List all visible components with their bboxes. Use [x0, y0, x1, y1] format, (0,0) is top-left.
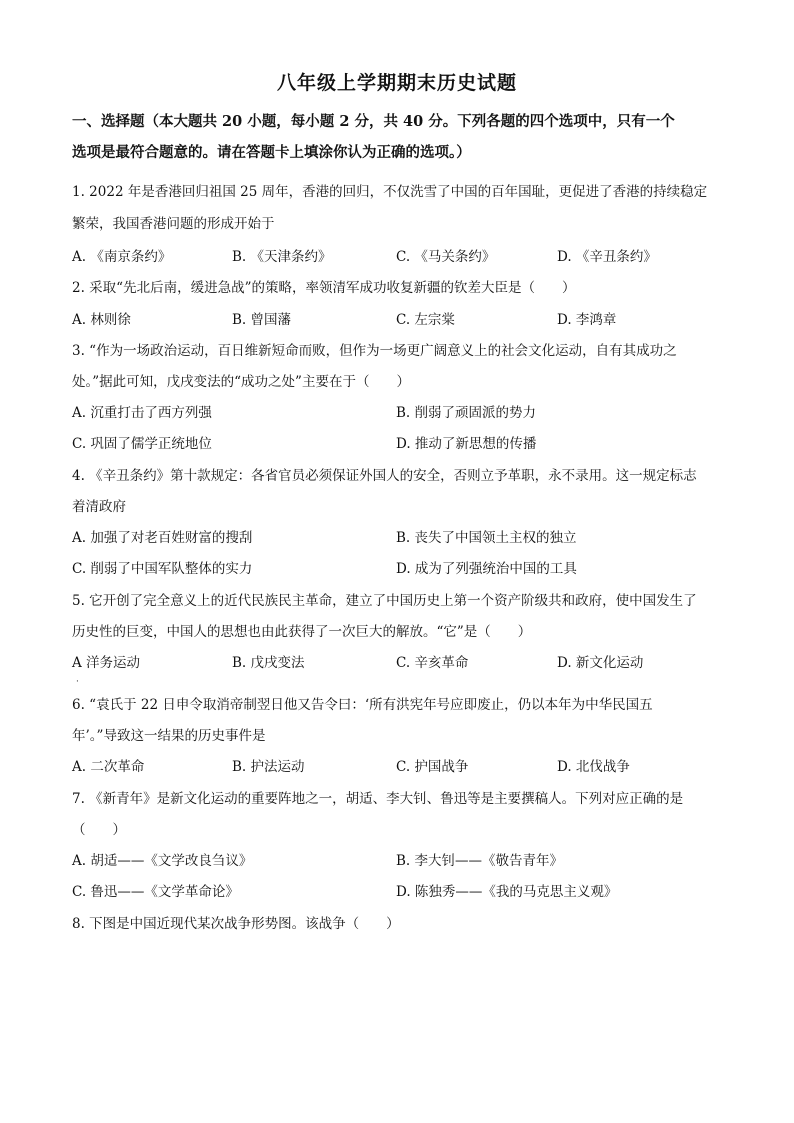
question-6-line-1: 6. “袁氏于 22 日申令取消帝制翌日他又告令曰：‘所有洪宪年号应即废止，仍以本年为中华民国五	[72, 697, 653, 713]
question-1-line-2: 繁荣，我国香港问题的形成开始于	[72, 216, 275, 232]
section-heading-line-1: 一、选择题（本大题共 20 小题，每小题 2 分，共 40 分。下列各题的四个选项中，只有一个	[72, 113, 675, 130]
question-5-option-c: C. 辛亥革命	[396, 655, 469, 671]
question-3-option-c: C. 巩固了儒学正统地位	[72, 436, 212, 452]
question-5-line-2: 历史性的巨变，中国人的思想也由此获得了一次巨大的解放。“它”是（ ）	[72, 624, 532, 640]
question-3-option-b: B. 削弱了顽固派的势力	[396, 405, 537, 421]
question-7-option-c: C. 鲁迅——《文学革命论》	[72, 884, 239, 900]
question-1-option-b: B. 《天津条约》	[232, 249, 332, 265]
question-4-line-1: 4. 《辛丑条约》第十款规定：各省官员必须保证外国人的安全，否则立予革职，永不录用。这一规定标志	[72, 468, 697, 484]
question-6-option-b: B. 护法运动	[232, 759, 305, 775]
question-3-option-d: D. 推动了新思想的传播	[396, 436, 537, 452]
question-2-line-1: 2. 采取“先北后南，缓进急战”的策略，率领清军成功收复新疆的钦差大臣是（ ）	[72, 280, 576, 296]
question-1-option-d: D. 《辛丑条约》	[557, 249, 657, 265]
section-heading-line-2: 选项是最符合题意的。请在答题卡上填涂你认为正确的选项。）	[72, 144, 471, 161]
question-7-option-b: B. 李大钊——《敬告青年》	[396, 853, 564, 869]
stray-dot-mark: ·	[76, 677, 79, 687]
question-1-line-1: 1. 2022 年是香港回归祖国 25 周年，香港的回归，不仅洗雪了中国的百年国耻，更促进了香港的持续稳定	[72, 184, 708, 200]
question-7-option-d: D. 陈独秀——《我的马克思主义观》	[396, 884, 618, 900]
question-6-option-c: C. 护国战争	[396, 759, 469, 775]
question-1-option-a: A. 《南京条约》	[72, 249, 172, 265]
question-4-line-2: 着清政府	[72, 499, 126, 515]
question-7-line-2: （ ）	[72, 822, 126, 838]
question-4-option-a: A. 加强了对老百姓财富的搜刮	[72, 530, 253, 546]
question-5-option-a: A 洋务运动	[72, 655, 141, 671]
question-3-option-a: A. 沉重打击了西方列强	[72, 405, 212, 421]
question-6-option-a: A. 二次革命	[72, 759, 145, 775]
question-2-option-d: D. 李鸿章	[557, 312, 617, 328]
question-5-line-1: 5. 它开创了完全意义上的近代民族民主革命，建立了中国历史上第一个资产阶级共和政府，使中国发生了	[72, 593, 697, 609]
question-7-option-a: A. 胡适——《文学改良刍议》	[72, 853, 253, 869]
question-3-line-2: 处。”据此可知，戊戌变法的“成功之处”主要在于（ ）	[72, 374, 410, 390]
question-4-option-d: D. 成为了列强统治中国的工具	[396, 561, 577, 577]
question-2-option-c: C. 左宗棠	[396, 312, 455, 328]
question-4-option-c: C. 削弱了中国军队整体的实力	[72, 561, 253, 577]
question-4-option-b: B. 丧失了中国领土主权的独立	[396, 530, 577, 546]
question-1-option-c: C. 《马关条约》	[396, 249, 496, 265]
question-5-option-b: B. 戊戌变法	[232, 655, 305, 671]
question-2-option-a: A. 林则徐	[72, 312, 131, 328]
question-3-line-1: 3. “作为一场政治运动，百日维新短命而败，但作为一场更广阔意义上的社会文化运动，自有其成功之	[72, 343, 677, 359]
question-2-option-b: B. 曾国藩	[232, 312, 292, 328]
question-6-option-d: D. 北伐战争	[557, 759, 630, 775]
question-6-line-2: 年’。”导致这一结果的历史事件是	[72, 728, 266, 744]
question-8-line-1: 8. 下图是中国近现代某次战争形势图。该战争（ ）	[72, 916, 400, 932]
question-7-line-1: 7. 《新青年》是新文化运动的重要阵地之一，胡适、李大钊、鲁迅等是主要撰稿人。下列对应正确的是	[72, 791, 684, 807]
question-5-option-d: D. 新文化运动	[557, 655, 644, 671]
page-title: 八年级上学期期末历史试题	[276, 72, 517, 94]
